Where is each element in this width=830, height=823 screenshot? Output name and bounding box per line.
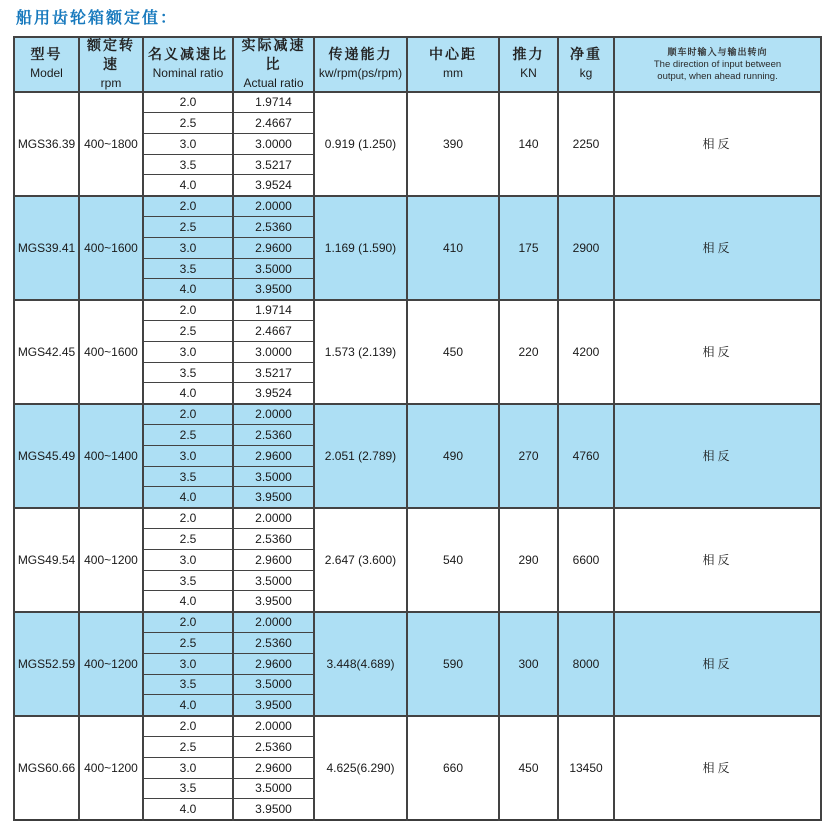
- nominal-ratio-cell: 3.5: [143, 466, 233, 487]
- gearbox-rating-table: [13, 36, 822, 821]
- page-title: 船用齿轮箱额定值：: [16, 10, 179, 27]
- actual-ratio-cell: 3.9500: [233, 591, 314, 612]
- nominal-ratio-cell: 3.0: [143, 549, 233, 570]
- header-row: [14, 37, 821, 92]
- actual-ratio-cell: 2.0000: [233, 196, 314, 217]
- rated-speed-cell: 400~1200: [79, 716, 143, 820]
- net-weight-cell: 6600: [558, 508, 614, 612]
- center-distance-cell: 390: [407, 92, 499, 196]
- actual-ratio-cell: 2.5360: [233, 736, 314, 757]
- actual-ratio-cell: 2.0000: [233, 612, 314, 633]
- nominal-ratio-cell: 3.0: [143, 757, 233, 778]
- nominal-ratio-cell: 3.5: [143, 362, 233, 383]
- net-weight-cell: 8000: [558, 612, 614, 716]
- actual-ratio-cell: 2.5360: [233, 529, 314, 550]
- nominal-ratio-cell: 2.0: [143, 612, 233, 633]
- actual-ratio-cell: 3.0000: [233, 133, 314, 154]
- col-header-direction-en2: output, when ahead running.: [657, 70, 778, 82]
- nominal-ratio-cell: 3.0: [143, 445, 233, 466]
- direction-cell: 相反: [614, 508, 821, 612]
- actual-ratio-cell: 3.5000: [233, 570, 314, 591]
- nominal-ratio-cell: 3.0: [143, 133, 233, 154]
- direction-cell: 相反: [614, 300, 821, 404]
- nominal-ratio-cell: 2.5: [143, 217, 233, 238]
- nominal-ratio-cell: 2.5: [143, 529, 233, 550]
- actual-ratio-cell: 3.5217: [233, 154, 314, 175]
- nominal-ratio-cell: 3.5: [143, 258, 233, 279]
- rated-speed-cell: 400~1600: [79, 300, 143, 404]
- rated-speed-cell: 400~1400: [79, 404, 143, 508]
- table-row: [14, 92, 821, 113]
- col-header-nominal-ratio-zh: 名义减速比: [148, 48, 228, 64]
- nominal-ratio-cell: 4.0: [143, 279, 233, 300]
- actual-ratio-cell: 2.9600: [233, 653, 314, 674]
- table-row: [14, 508, 821, 529]
- col-header-thrust: [499, 37, 558, 92]
- nominal-ratio-cell: 3.5: [143, 674, 233, 695]
- net-weight-cell: 13450: [558, 716, 614, 820]
- table-body: [14, 92, 821, 820]
- actual-ratio-cell: 2.9600: [233, 237, 314, 258]
- direction-cell: 相反: [614, 92, 821, 196]
- col-header-capacity-zh: 传递能力: [328, 48, 393, 64]
- table-row: [14, 196, 821, 217]
- col-header-thrust-zh: 推力: [512, 48, 545, 64]
- nominal-ratio-cell: 4.0: [143, 175, 233, 196]
- capacity-cell: 2.051 (2.789): [314, 404, 407, 508]
- col-header-model-zh: 型号: [30, 48, 63, 64]
- rated-speed-cell: 400~1200: [79, 612, 143, 716]
- actual-ratio-cell: 3.9524: [233, 383, 314, 404]
- rated-speed-cell: 400~1200: [79, 508, 143, 612]
- col-header-nominal-ratio-en: Nominal ratio: [152, 66, 224, 81]
- actual-ratio-cell: 2.5360: [233, 217, 314, 238]
- thrust-cell: 290: [499, 508, 558, 612]
- col-header-direction-zh: 顺车时输入与输出转向: [667, 47, 768, 58]
- table-row: [14, 612, 821, 633]
- thrust-cell: 220: [499, 300, 558, 404]
- actual-ratio-cell: 1.9714: [233, 92, 314, 113]
- actual-ratio-cell: 3.5217: [233, 362, 314, 383]
- actual-ratio-cell: 3.9524: [233, 175, 314, 196]
- direction-cell: 相反: [614, 612, 821, 716]
- table-row: [14, 716, 821, 737]
- col-header-net-weight: [558, 37, 614, 92]
- col-header-capacity-en: kw/rpm(ps/rpm): [318, 66, 403, 81]
- capacity-cell: 3.448(4.689): [314, 612, 407, 716]
- nominal-ratio-cell: 4.0: [143, 591, 233, 612]
- col-header-net-weight-en: kg: [579, 66, 593, 81]
- actual-ratio-cell: 3.9500: [233, 695, 314, 716]
- center-distance-cell: 490: [407, 404, 499, 508]
- actual-ratio-cell: 2.0000: [233, 716, 314, 737]
- model-cell: MGS60.66: [14, 716, 79, 820]
- col-header-model: [14, 37, 79, 92]
- nominal-ratio-cell: 4.0: [143, 383, 233, 404]
- net-weight-cell: 4200: [558, 300, 614, 404]
- nominal-ratio-cell: 4.0: [143, 695, 233, 716]
- nominal-ratio-cell: 2.0: [143, 716, 233, 737]
- nominal-ratio-cell: 2.5: [143, 633, 233, 654]
- table-row: [14, 404, 821, 425]
- net-weight-cell: 2900: [558, 196, 614, 300]
- col-header-center-distance-zh: 中心距: [429, 48, 477, 64]
- rated-speed-cell: 400~1600: [79, 196, 143, 300]
- col-header-net-weight-zh: 净重: [570, 48, 602, 64]
- actual-ratio-cell: 3.9500: [233, 279, 314, 300]
- net-weight-cell: 4760: [558, 404, 614, 508]
- nominal-ratio-cell: 3.0: [143, 341, 233, 362]
- model-cell: MGS36.39: [14, 92, 79, 196]
- capacity-cell: 1.573 (2.139): [314, 300, 407, 404]
- col-header-rated-speed-zh: 额定转速: [87, 39, 135, 73]
- model-cell: MGS39.41: [14, 196, 79, 300]
- actual-ratio-cell: 3.5000: [233, 258, 314, 279]
- center-distance-cell: 590: [407, 612, 499, 716]
- col-header-rated-speed: [79, 37, 143, 92]
- nominal-ratio-cell: 2.0: [143, 300, 233, 321]
- col-header-direction: [614, 37, 821, 92]
- center-distance-cell: 540: [407, 508, 499, 612]
- thrust-cell: 300: [499, 612, 558, 716]
- nominal-ratio-cell: 3.5: [143, 778, 233, 799]
- nominal-ratio-cell: 2.0: [143, 404, 233, 425]
- model-cell: MGS45.49: [14, 404, 79, 508]
- direction-cell: 相反: [614, 716, 821, 820]
- direction-cell: 相反: [614, 404, 821, 508]
- center-distance-cell: 450: [407, 300, 499, 404]
- col-header-center-distance: [407, 37, 499, 92]
- nominal-ratio-cell: 2.5: [143, 113, 233, 134]
- capacity-cell: 0.919 (1.250): [314, 92, 407, 196]
- col-header-center-distance-en: mm: [443, 66, 463, 81]
- actual-ratio-cell: 3.5000: [233, 778, 314, 799]
- nominal-ratio-cell: 3.5: [143, 154, 233, 175]
- actual-ratio-cell: 2.4667: [233, 113, 314, 134]
- actual-ratio-cell: 3.5000: [233, 674, 314, 695]
- actual-ratio-cell: 2.4667: [233, 321, 314, 342]
- nominal-ratio-cell: 3.0: [143, 237, 233, 258]
- thrust-cell: 175: [499, 196, 558, 300]
- nominal-ratio-cell: 2.0: [143, 92, 233, 113]
- model-cell: MGS52.59: [14, 612, 79, 716]
- actual-ratio-cell: 2.5360: [233, 633, 314, 654]
- nominal-ratio-cell: 2.0: [143, 196, 233, 217]
- col-header-model-en: Model: [30, 66, 63, 81]
- rated-speed-cell: 400~1800: [79, 92, 143, 196]
- col-header-capacity: [314, 37, 407, 92]
- actual-ratio-cell: 2.5360: [233, 425, 314, 446]
- actual-ratio-cell: 3.0000: [233, 341, 314, 362]
- model-cell: MGS42.45: [14, 300, 79, 404]
- actual-ratio-cell: 3.9500: [233, 799, 314, 820]
- nominal-ratio-cell: 2.5: [143, 736, 233, 757]
- col-header-actual-ratio-zh: 实际减速比: [241, 39, 306, 73]
- nominal-ratio-cell: 2.5: [143, 425, 233, 446]
- capacity-cell: 4.625(6.290): [314, 716, 407, 820]
- col-header-direction-en1: The direction of input between: [653, 58, 782, 70]
- thrust-cell: 270: [499, 404, 558, 508]
- center-distance-cell: 660: [407, 716, 499, 820]
- nominal-ratio-cell: 3.5: [143, 570, 233, 591]
- actual-ratio-cell: 2.9600: [233, 445, 314, 466]
- table-row: [14, 300, 821, 321]
- actual-ratio-cell: 2.0000: [233, 508, 314, 529]
- actual-ratio-cell: 2.9600: [233, 549, 314, 570]
- col-header-actual-ratio-en: Actual ratio: [243, 75, 304, 90]
- actual-ratio-cell: 1.9714: [233, 300, 314, 321]
- col-header-nominal-ratio: [143, 37, 233, 92]
- col-header-thrust-en: KN: [520, 66, 537, 81]
- nominal-ratio-cell: 4.0: [143, 487, 233, 508]
- nominal-ratio-cell: 2.5: [143, 321, 233, 342]
- capacity-cell: 1.169 (1.590): [314, 196, 407, 300]
- col-header-actual-ratio: [233, 37, 314, 92]
- actual-ratio-cell: 2.9600: [233, 757, 314, 778]
- thrust-cell: 450: [499, 716, 558, 820]
- col-header-rated-speed-en: rpm: [100, 75, 122, 90]
- net-weight-cell: 2250: [558, 92, 614, 196]
- actual-ratio-cell: 3.9500: [233, 487, 314, 508]
- model-cell: MGS49.54: [14, 508, 79, 612]
- nominal-ratio-cell: 3.0: [143, 653, 233, 674]
- actual-ratio-cell: 3.5000: [233, 466, 314, 487]
- nominal-ratio-cell: 4.0: [143, 799, 233, 820]
- nominal-ratio-cell: 2.0: [143, 508, 233, 529]
- actual-ratio-cell: 2.0000: [233, 404, 314, 425]
- capacity-cell: 2.647 (3.600): [314, 508, 407, 612]
- center-distance-cell: 410: [407, 196, 499, 300]
- thrust-cell: 140: [499, 92, 558, 196]
- direction-cell: 相反: [614, 196, 821, 300]
